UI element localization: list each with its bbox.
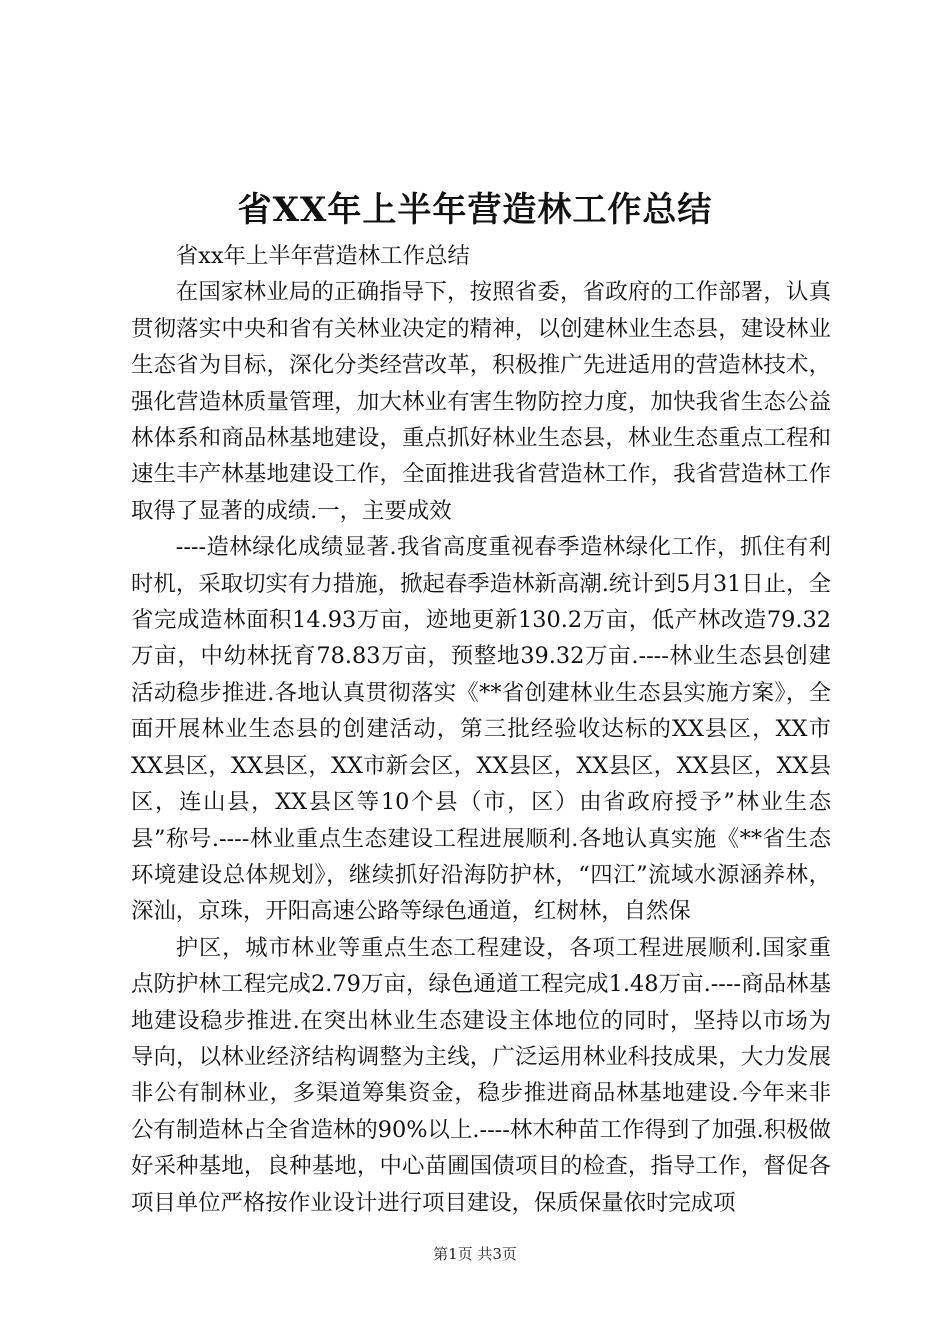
page-footer: 第1页 共3页 xyxy=(433,1245,517,1263)
paragraph-continued: 护区，城市林业等重点生态工程建设，各项工程进展顺利.国家重点防护林工程完成2.79万亩，绿色通道工程完成1.48万亩.----商品林基地建设稳步推进.在突出林业生态建设主体地位的同时，坚持以市场为导向，以林业经济结构调整为主线，广泛运用林业科技成果，大力发展非公有制林业，多渠道筹集资金，稳步推进商品林基地建设.今年来非公有制造林占全省造林的90%以上.----林木种苗工作得到了加强.积极做好采种基地，良种基地，中心苗圃国债项目的检查，指导工作，督促各项目单位严格按作业设计进行项目建设，保质保量依时完成项 xyxy=(131,934,831,1216)
document-body xyxy=(131,238,831,1221)
paragraph-intro: 在国家林业局的正确指导下，按照省委，省政府的工作部署，认真贯彻落实中央和省有关林业决定的精神，以创建林业生态县，建设林业生态省为目标，深化分类经营改革，积极推广先进适用的营造林技术，强化营造林质量管理，加大林业有害生物防控力度，加快我省生态公益林体系和商品林基地建设，重点抓好林业生态县，林业生态重点工程和速生丰产林基地建设工作，全面推进我省营造林工作，我省营造林工作取得了显著的成绩.一，主要成效 xyxy=(131,279,831,524)
page-title: 省XX年上半年营造林工作总结 xyxy=(237,190,713,230)
paragraph-achievements: ----造林绿化成绩显著.我省高度重视春季造林绿化工作，抓住有利时机，采取切实有力措施，掀起春季造林新高潮.统计到5月31日止，全省完成造林面积14.93万亩，迹地更新130.2万亩，低产林改造79.32万亩，中幼林抚育78.83万亩，预整地39.32万亩.----林业生态县创建活动稳步推进.各地认真贯彻落实《**省创建林业生态县实施方案》，全面开展林业生态县的创建活动，第三批经验收达标的XX县区，XX市XX县区，XX县区，XX市新会区，XX县区，XX县区，XX县区，XX县区，连山县，XX县区等10个县（市，区）由省政府授予”林业生态县”称号.----林业重点生态建设工程进展顺利.各地认真实施《**省生态环境建设总体规划》，继续抓好沿海防护林，“四江”流域水源涵养林，深汕，京珠，开阳高速公路等绿色通道，红树林，自然保 xyxy=(131,534,831,925)
paragraph-subtitle: 省xx年上半年营造林工作总结 xyxy=(175,243,470,269)
